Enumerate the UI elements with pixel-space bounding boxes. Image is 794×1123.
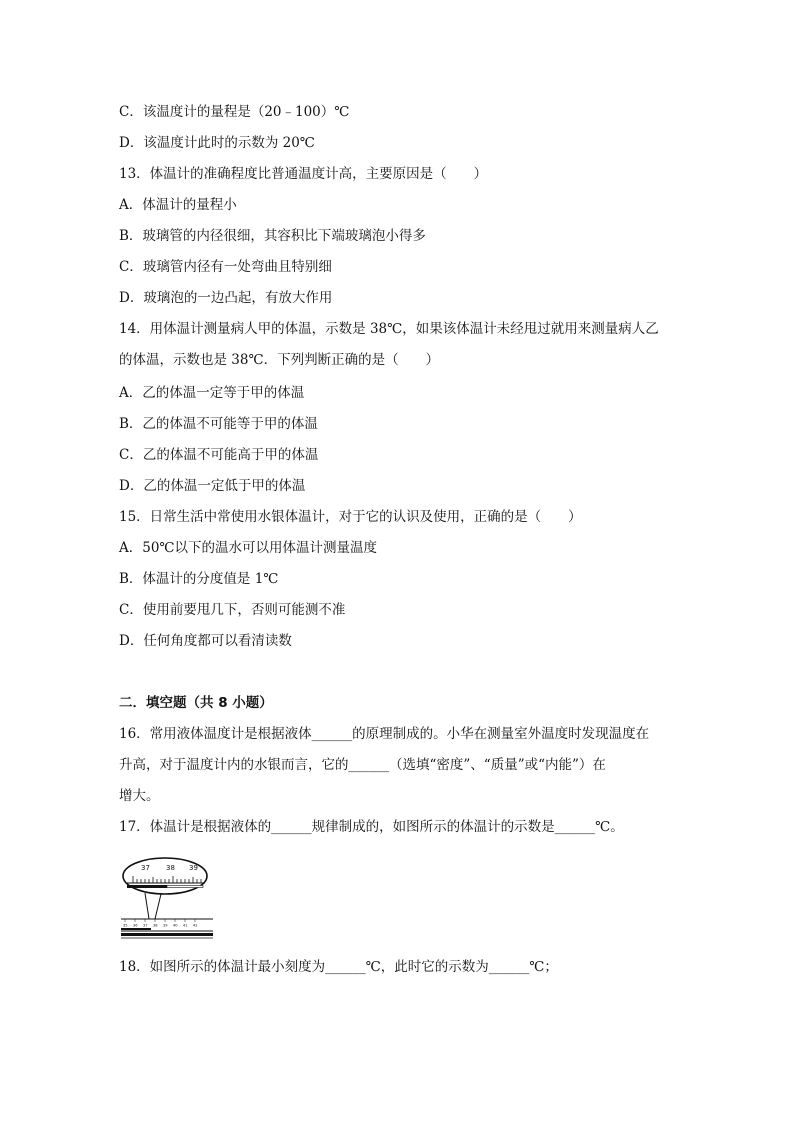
option-14-a: A．乙的体温一定等于甲的体温 [119,385,305,401]
option-13-c: C．玻璃管内径有一处弯曲且特别细 [119,259,332,275]
scale-label-38: 38 [153,923,158,928]
line-c-range: C．该温度计的量程是（20﹣100）℃ [119,104,350,120]
scale-label-36: 36 [133,923,138,928]
option-15-c: C．使用前要甩几下，否则可能测不准 [119,602,346,618]
scale-label-41: 41 [183,923,188,928]
question-16-line3: 增大。 [119,788,160,804]
scale-label-42: 42 [193,923,198,928]
scale-label-35: 35 [123,923,128,928]
question-14-line1: 14．用体温计测量病人甲的体温，示数是 38℃，如果该体温计未经甩过就用来测量病人乙 [119,321,659,337]
question-17: 17．体温计是根据液体的______规律制成的，如图所示的体温计的示数是______℃。 [119,819,624,835]
option-15-a: A．50℃以下的温水可以用体温计测量温度 [119,540,378,556]
option-14-b: B．乙的体温不可能等于甲的体温 [119,416,318,432]
option-14-d: D．乙的体温一定低于甲的体温 [119,478,306,494]
option-13-d: D．玻璃泡的一边凸起，有放大作用 [119,290,333,306]
magnified-label-38: 38 [166,864,175,872]
scale-label-39: 39 [163,923,168,928]
option-14-c: C．乙的体温不可能高于甲的体温 [119,447,319,463]
magnified-label-39: 39 [189,864,198,872]
question-16-line2: 升高，对于温度计内的水银而言，它的______（选填“密度”、“质量”或“内能”）在 [119,757,606,773]
option-15-b: B．体温计的分度值是 1℃ [119,571,279,587]
scale-label-37: 37 [143,923,148,928]
question-14-line2: 的体温，示数也是 38℃．下列判断正确的是（ ） [119,352,440,368]
magnified-label-37: 37 [141,864,150,872]
option-13-b: B．玻璃管的内径很细，其容积比下端玻璃泡小得多 [119,228,426,244]
question-15: 15．日常生活中常使用水银体温计，对于它的认识及使用，正确的是（ ） [119,509,582,525]
question-13: 13．体温计的准确程度比普通温度计高，主要原因是（ ） [119,166,488,182]
scale-label-40: 40 [173,923,178,928]
question-16-line1: 16．常用液体温度计是根据液体______的原理制成的。小华在测量室外温度时发现温度在 [119,726,650,742]
thermometer-figure [121,856,217,940]
question-18: 18．如图所示的体温计最小刻度为______℃，此时它的示数为______℃； [119,959,558,975]
option-13-a: A．体温计的量程小 [119,197,237,213]
section-heading-fill-blank: 二．填空题（共 8 小题） [119,695,273,711]
option-15-d: D．任何角度都可以看清读数 [119,633,292,649]
line-d-reading: D．该温度计此时的示数为 20℃ [119,135,315,151]
